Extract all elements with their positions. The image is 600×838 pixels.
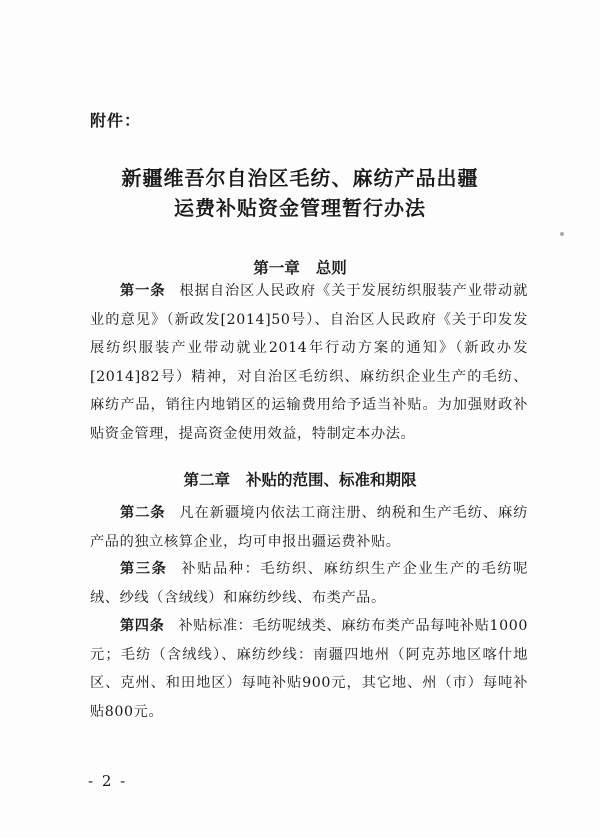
chapter-number: 第二章	[183, 471, 230, 489]
chapter-heading-1	[0, 256, 600, 278]
chapter-number: 第一章	[253, 259, 300, 277]
article-number: 第二条	[120, 505, 166, 521]
article-1	[90, 277, 528, 449]
article-text: 根据自治区人民政府《关于发展纺织服装产业带动就业的意见》（新政发[2014]50号）、自治区人民政府《关于印发发展纺织服装产业带动就业2014年行动方案的通知》（新政办发[2014]82号）精神，对自治区毛纺织、麻纺织企业生产的毛纺、麻纺产品，销往内地销区的运输费用给予适当补贴。为加强财政补贴资金管理，提高资金使用效益，特制定本办法。	[90, 283, 528, 442]
page-number: - 2 -	[88, 772, 128, 790]
article-text: 凡在新疆境内依法工商注册、纳税和生产毛纺、麻纺产品的独立核算企业，均可申报出疆运费补贴。	[90, 505, 528, 550]
article-number: 第四条	[120, 618, 165, 634]
article-3	[90, 555, 528, 612]
article-text: 补贴品种：毛纺织、麻纺织生产企业生产的毛纺呢绒、纱线（含绒线）和麻纺纱线、布类产品。	[90, 561, 528, 606]
document-title-line-1: 新疆维吾尔自治区毛纺、麻纺产品出疆	[121, 166, 479, 190]
document-title-line-2: 运费补贴资金管理暂行办法	[174, 196, 426, 220]
chapter-name: 总则	[315, 259, 347, 277]
attachment-label: 附件：	[90, 111, 142, 130]
article-2	[90, 499, 528, 556]
chapter-name: 补贴的范围、标准和期限	[246, 471, 417, 489]
chapter-heading-2	[0, 468, 600, 490]
article-number: 第三条	[120, 561, 168, 577]
article-4	[90, 612, 528, 726]
scan-speck	[560, 232, 564, 236]
article-number: 第一条	[120, 283, 166, 299]
article-text: 补贴标准：毛纺呢绒类、麻纺布类产品每吨补贴1000元；毛纺（含绒线）、麻纺纱线：南疆四地州（阿克苏地区喀什地区、克州、和田地区）每吨补贴900元，其它地、州（市）每吨补贴800元。	[90, 618, 528, 720]
